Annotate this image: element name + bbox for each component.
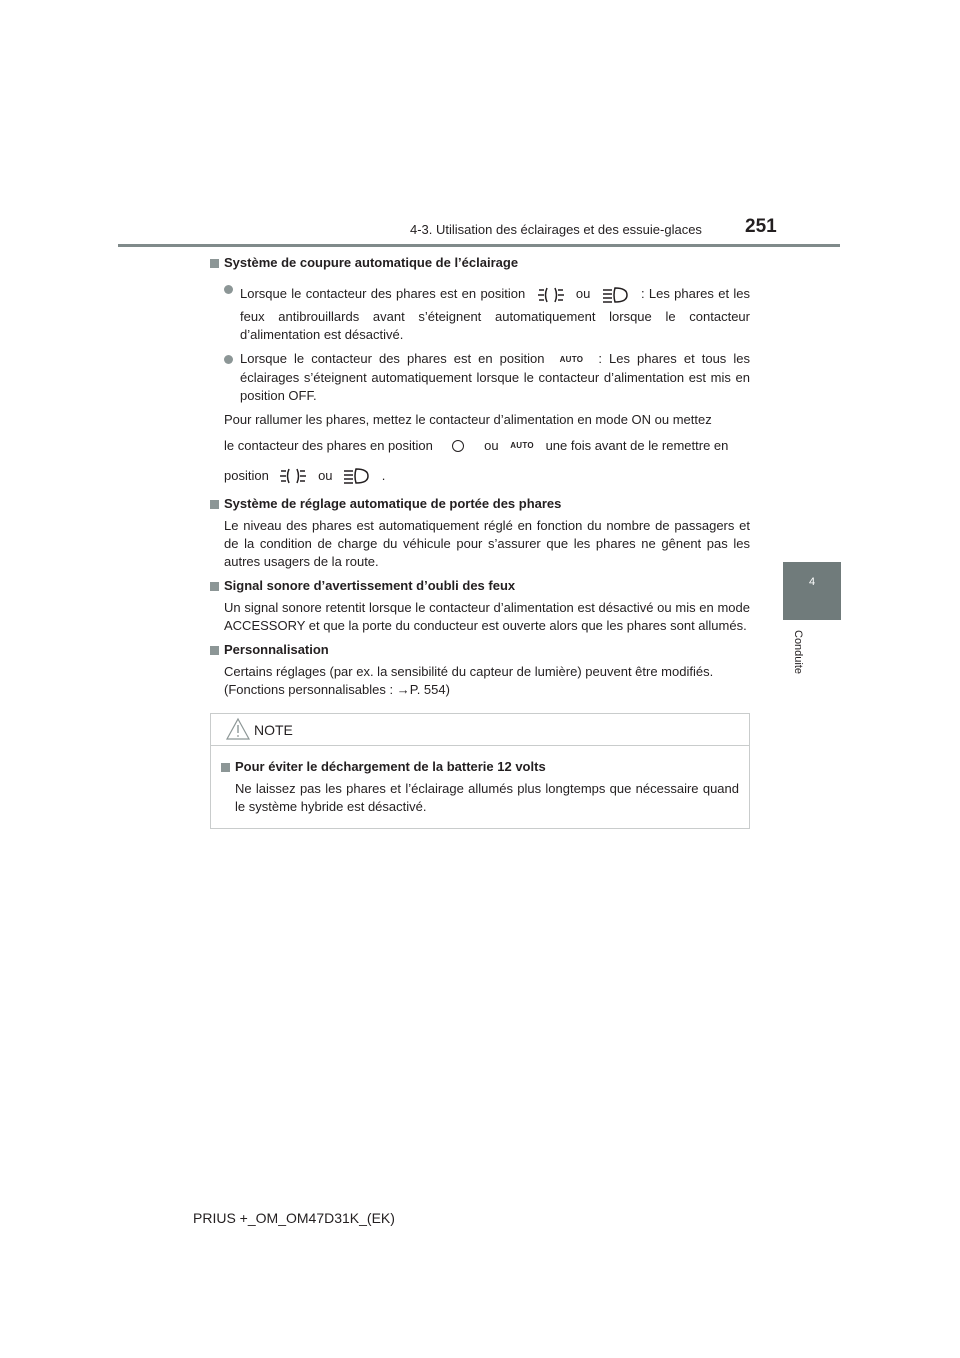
- square-bullet-icon: [210, 259, 219, 268]
- square-bullet-icon: [210, 582, 219, 591]
- paragraph-line: position ou .: [224, 463, 750, 489]
- off-position-icon: [452, 440, 464, 452]
- chapter-tab[interactable]: [783, 562, 841, 620]
- section-auto-leveling: [210, 495, 750, 571]
- round-bullet-icon: [224, 285, 233, 294]
- section-auto-off: [210, 254, 750, 489]
- note-subtitle: Pour éviter le déchargement de la batterie 12 volts: [221, 758, 739, 776]
- paragraph: Un signal sonore retentit lorsque le contacteur d’alimentation est désactivé ou mis en mode ACCESSORY et que la porte du conducteur est ouverte alors que les phares sont allumés.: [224, 599, 750, 633]
- paragraph: Pour rallumer les phares, mettez le contacteur d’alimentation en mode ON ou mettez: [224, 411, 712, 427]
- note-header: [211, 714, 749, 746]
- chapter-label: Conduite: [792, 630, 804, 675]
- list-item: Lorsque le contacteur des phares est en position ou : Les phares et les feux antibrouillards avant s’éteignent automatiquement lorsque le contacteur d’alimentation est désactivé.: [224, 280, 750, 344]
- note-body: [211, 746, 749, 816]
- square-bullet-icon: [210, 646, 219, 655]
- header-divider: [118, 244, 840, 247]
- square-bullet-icon: [210, 500, 219, 509]
- document-code: PRIUS +_OM_OM47D31K_(EK): [193, 1210, 395, 1226]
- list-item: Lorsque le contacteur des phares est en position AUTO : Les phares et tous les éclairages s’éteignent automatiquement lorsque le contacteur d’alimentation est mis en position OFF.: [224, 350, 750, 405]
- paragraph-line: le contacteur des phares en position ou AUTO une fois avant de le remettre en: [224, 433, 750, 459]
- tail-light-icon: [536, 286, 566, 304]
- auto-position-icon: AUTO: [510, 441, 534, 451]
- chapter-number: 4: [808, 576, 816, 588]
- headlight-icon: [601, 286, 631, 304]
- section-heading: Système de réglage automatique de portée des phares: [210, 495, 750, 513]
- section-customization: [210, 641, 750, 699]
- note-box: [210, 713, 750, 829]
- tail-light-icon: [278, 467, 308, 485]
- section-heading: Système de coupure automatique de l’éclairage: [210, 254, 750, 272]
- section-buzzer: [210, 577, 750, 635]
- headlight-icon: [342, 467, 372, 485]
- round-bullet-icon: [224, 355, 233, 364]
- note-label: NOTE: [254, 722, 293, 738]
- page-header: [0, 0, 960, 250]
- note-text: Ne laissez pas les phares et l’éclairage allumés plus longtemps que nécessaire quand le système hybride est désactivé.: [235, 781, 739, 814]
- paragraph: Certains réglages (par ex. la sensibilité du capteur de lumière) peuvent être modifiés.: [224, 663, 714, 679]
- auto-position-icon: AUTO: [559, 354, 584, 364]
- page-number: 251: [745, 216, 777, 237]
- cross-reference-link[interactable]: (Fonctions personnalisables : →P. 554): [224, 681, 450, 697]
- section-heading: Personnalisation: [210, 641, 750, 659]
- section-heading: Signal sonore d’avertissement d’oubli des feux: [210, 577, 750, 595]
- square-bullet-icon: [221, 763, 230, 772]
- warning-triangle-icon: [225, 717, 251, 746]
- main-content: [210, 254, 750, 705]
- paragraph: Le niveau des phares est automatiquement réglé en fonction du nombre de passagers et de la condition de charge du véhicule pour s’assurer que les phares ne gênent pas les autres usagers de la route.: [224, 517, 750, 569]
- section-title: 4-3. Utilisation des éclairages et des essuie-glaces: [410, 222, 702, 237]
